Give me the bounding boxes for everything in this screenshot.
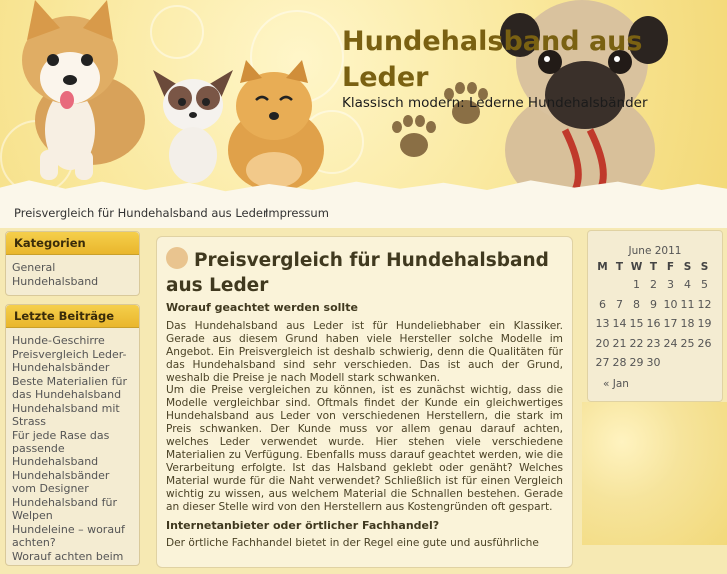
calendar-day: 12 bbox=[697, 297, 712, 311]
calendar-day: 23 bbox=[646, 336, 661, 350]
calendar-day: 18 bbox=[680, 317, 695, 331]
calendar-day: 1 bbox=[633, 278, 640, 292]
categories-title: Kategorien bbox=[6, 232, 139, 255]
weekday-label: S bbox=[683, 261, 692, 273]
calendar-week bbox=[594, 295, 713, 315]
post-content bbox=[166, 302, 563, 550]
calendar-day: 20 bbox=[595, 336, 610, 350]
recent-post-link[interactable]: Für jede Rase das passende Hundehalsband bbox=[12, 429, 110, 468]
calendar-day bbox=[696, 353, 713, 373]
calendar-day bbox=[679, 353, 696, 373]
sidebar-decor bbox=[582, 402, 727, 545]
calendar-body bbox=[594, 275, 713, 373]
recent-post-link[interactable]: Worauf achten beim bbox=[12, 550, 124, 563]
calendar-prev-link[interactable]: « Jan bbox=[603, 377, 629, 390]
post-title[interactable]: Preisvergleich für Hundehalsband aus Leder bbox=[166, 250, 549, 296]
calendar-week bbox=[594, 334, 713, 354]
post-title-wrap bbox=[166, 247, 564, 298]
post-paragraph: Um die Preise vergleichen zu können, ist es zunächst wichtig, dass die Modelle vergleichbar sind. Oftmals findet der Kunde ein gleichwertiges Hundehalsband aus Leder von verschiedenen Herstellern, die stark im Preis schwanken. Der Kunde muss vor allem genau darauf achten, welches Leder verwendet wurde. Hier stehen viele verschiedene Materialien zu Verfügung. Ebenfalls muss darauf geachtet werden, wie die Verarbeitung erfolgte. Ist das Halsband geklebt oder genäht? Welches Material wurde für die Naht verwendet? Schließlich ist für einen Vergleich wichtig zu wissen, aus welchem Material die Schnallen bestehen. Gerade an dieser Stelle wird von den Herstellern aus Kostengründen oft gespart. bbox=[166, 384, 563, 513]
weekday-label: T bbox=[615, 261, 624, 273]
calendar-day: 14 bbox=[612, 317, 627, 331]
weekday-label: T bbox=[649, 261, 658, 273]
calendar-day: 8 bbox=[633, 297, 640, 311]
calendar-day: 27 bbox=[595, 356, 610, 370]
calendar-day: 25 bbox=[680, 336, 695, 350]
calendar-day bbox=[662, 353, 679, 373]
calendar-day: 16 bbox=[646, 317, 661, 331]
nav-item-impressum[interactable]: Impressum bbox=[265, 206, 329, 220]
weekday-label: S bbox=[700, 261, 709, 273]
dog-face-icon bbox=[166, 247, 188, 269]
calendar-day: 2 bbox=[650, 278, 657, 292]
paw-print-icon bbox=[392, 115, 436, 159]
recent-post-link[interactable]: Hunde-Geschirre bbox=[12, 334, 105, 347]
post-article bbox=[156, 236, 573, 568]
weekday-label: M bbox=[597, 261, 608, 273]
calendar-day: 26 bbox=[697, 336, 712, 350]
calendar-day: 5 bbox=[701, 278, 708, 292]
calendar-day: 7 bbox=[616, 297, 623, 311]
recent-post-link[interactable]: Hundeleine – worauf achten? bbox=[12, 523, 125, 549]
recent-post-link[interactable]: Hundehalsband für Welpen bbox=[12, 496, 118, 522]
calendar-day: 29 bbox=[629, 356, 644, 370]
calendar-widget bbox=[587, 230, 723, 402]
calendar-day: 6 bbox=[599, 297, 606, 311]
calendar-day bbox=[594, 275, 611, 295]
post-paragraph: Das Hundehalsband aus Leder ist für Hundeliebhaber ein Klassiker. Gerade aus diesem Grund haben viele Hersteller solche Modelle im Angebot. Ein Preisvergleich ist deshalb schwierig, denn die Qualitäten für das Hundehalsband sind sehr verschieden. Das ist auch der Grund, weshalb die Preise je nach Modell stark schwanken. bbox=[166, 319, 563, 384]
site-header bbox=[0, 0, 727, 198]
recent-post-link[interactable]: Hundehalsband mit Strass bbox=[12, 402, 120, 428]
recent-posts-widget bbox=[5, 304, 140, 566]
calendar-week bbox=[594, 314, 713, 334]
main-nav bbox=[0, 198, 727, 228]
pomeranian-dog-icon bbox=[218, 58, 333, 193]
category-link[interactable]: Hundehalsband bbox=[12, 275, 99, 288]
recent-post-link[interactable]: Hundehalsbänder vom Designer bbox=[12, 469, 110, 495]
recent-posts-title: Letzte Beiträge bbox=[6, 305, 139, 328]
calendar-day: 22 bbox=[629, 336, 644, 350]
calendar-table bbox=[594, 259, 713, 373]
calendar-week bbox=[594, 275, 713, 295]
recent-post-link[interactable]: Preisvergleich Leder-Hundehalsbänder bbox=[12, 348, 127, 374]
calendar-day: 24 bbox=[663, 336, 678, 350]
calendar-day: 21 bbox=[612, 336, 627, 350]
calendar-day: 10 bbox=[663, 297, 678, 311]
left-sidebar bbox=[5, 231, 140, 574]
post-heading: Internetanbieter oder örtlicher Fachhandel? bbox=[166, 518, 440, 532]
calendar-day: 9 bbox=[650, 297, 657, 311]
post-heading: Worauf geachtet werden sollte bbox=[166, 301, 358, 314]
calendar-day: 3 bbox=[667, 278, 674, 292]
weekday-label: W bbox=[630, 261, 643, 273]
calendar-day: 4 bbox=[684, 278, 691, 292]
site-title[interactable]: Hundehalsband aus Leder bbox=[342, 26, 643, 93]
calendar-day: 19 bbox=[697, 317, 712, 331]
calendar-day: 11 bbox=[680, 297, 695, 311]
calendar-day: 28 bbox=[612, 356, 627, 370]
calendar-caption: June 2011 bbox=[628, 245, 682, 257]
calendar-day: 30 bbox=[646, 356, 661, 370]
calendar-week bbox=[594, 353, 713, 373]
site-description: Klassisch modern: Lederne Hundehalsbänder bbox=[342, 95, 648, 111]
post-paragraph: Der örtliche Fachhandel bietet in der Regel eine gute und ausführliche bbox=[166, 537, 539, 550]
shiba-dog-icon bbox=[15, 0, 165, 180]
categories-widget bbox=[5, 231, 140, 296]
category-link[interactable]: General bbox=[12, 261, 56, 274]
calendar-day: 17 bbox=[663, 317, 678, 331]
nav-item-preisvergleich[interactable]: Preisvergleich für Hundehalsband aus Leder bbox=[14, 206, 268, 220]
weekday-label: F bbox=[666, 261, 675, 273]
calendar-day: 15 bbox=[629, 317, 644, 331]
recent-post-link[interactable]: Beste Materialien für das Hundehalsband bbox=[12, 375, 127, 401]
calendar-day bbox=[611, 275, 628, 295]
calendar-day: 13 bbox=[595, 317, 610, 331]
